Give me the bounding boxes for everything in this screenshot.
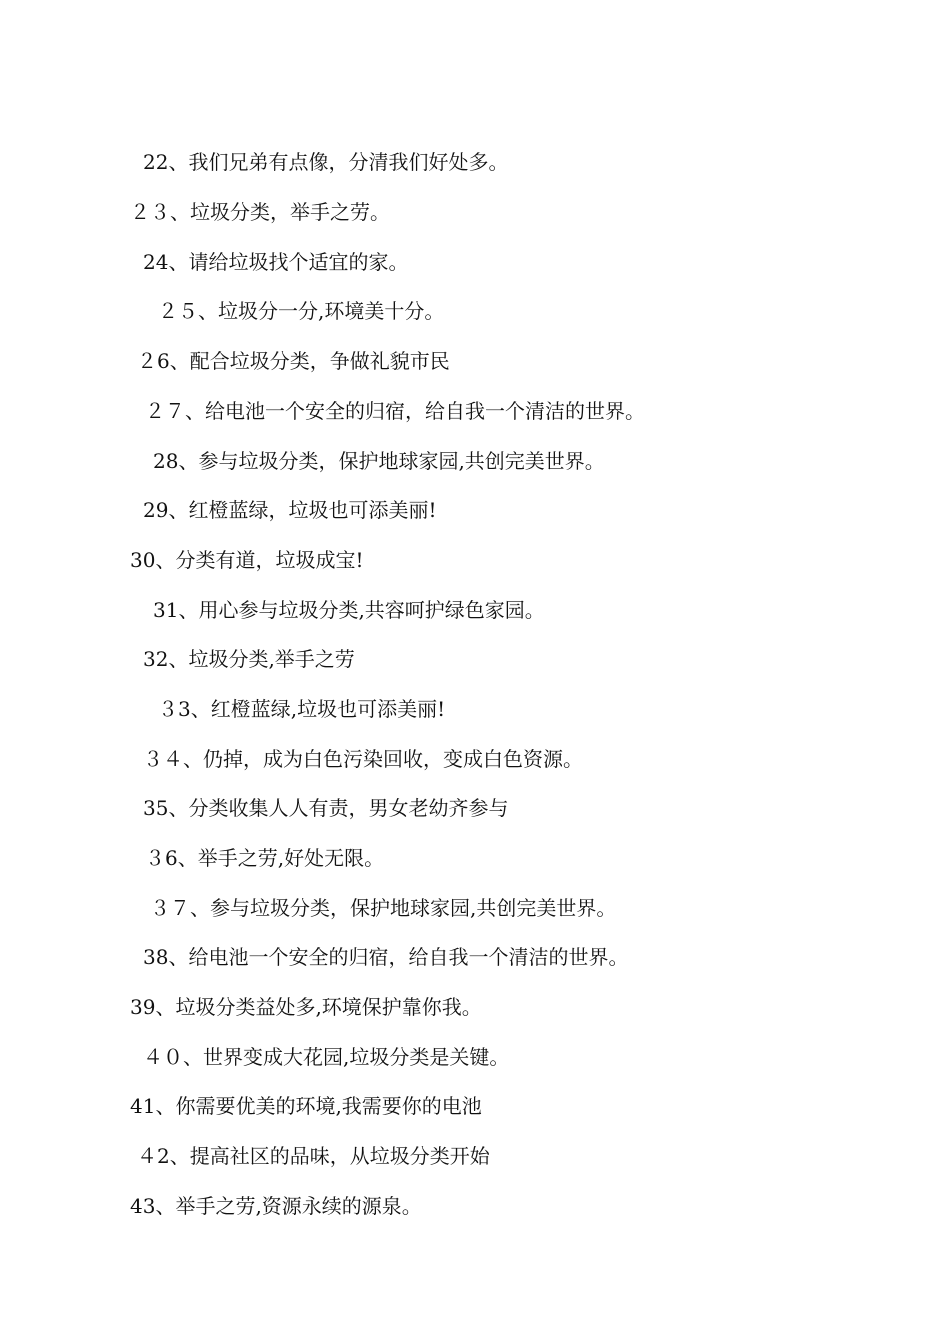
slogan-line-35: 35、分类收集人人有责，男女老幼齐参与 [143,796,509,820]
slogan-line-24: 24、请给垃圾找个适宜的家。 [143,250,409,274]
slogan-line-23: ２３、垃圾分类，举手之劳。 [130,200,390,224]
slogan-line-28: 28、参与垃圾分类，保护地球家园,共创完美世界。 [153,449,605,473]
slogan-line-37: ３７、参与垃圾分类，保护地球家园,共创完美世界。 [150,896,617,920]
slogan-line-41: 41、你需要优美的环境,我需要你的电池 [130,1094,482,1118]
slogan-line-26: ２6、配合垃圾分类，争做礼貌市民 [137,349,450,373]
slogan-line-32: 32、垃圾分类,举手之劳 [143,647,355,671]
slogan-line-25: ２５、垃圾分一分,环境美十分。 [158,299,445,323]
slogan-line-42: ４2、提高社区的品味，从垃圾分类开始 [137,1144,490,1168]
slogan-line-36: ３6、举手之劳,好处无限。 [145,846,385,870]
slogan-line-39: 39、垃圾分类益处多,环境保护靠你我。 [130,995,482,1019]
slogan-line-30: 30、分类有道，垃圾成宝! [130,548,364,572]
slogan-line-33: ３3、红橙蓝绿,垃圾也可添美丽! [158,697,446,721]
slogan-line-38: 38、给电池一个安全的归宿，给自我一个清洁的世界。 [143,945,629,969]
slogan-line-22: 22、我们兄弟有点像，分清我们好处多。 [143,150,509,174]
slogan-line-34: ３４、仍掉，成为白色污染回收，变成白色资源。 [143,747,583,771]
slogan-line-40: ４０、世界变成大花园,垃圾分类是关键。 [143,1045,510,1069]
slogan-line-31: 31、用心参与垃圾分类,共容呵护绿色家园。 [153,598,545,622]
slogan-line-29: 29、红橙蓝绿，垃圾也可添美丽! [143,498,437,522]
slogan-line-27: ２７、给电池一个安全的归宿，给自我一个清洁的世界。 [145,399,645,423]
slogan-line-43: 43、举手之劳,资源永续的源泉。 [130,1194,422,1218]
